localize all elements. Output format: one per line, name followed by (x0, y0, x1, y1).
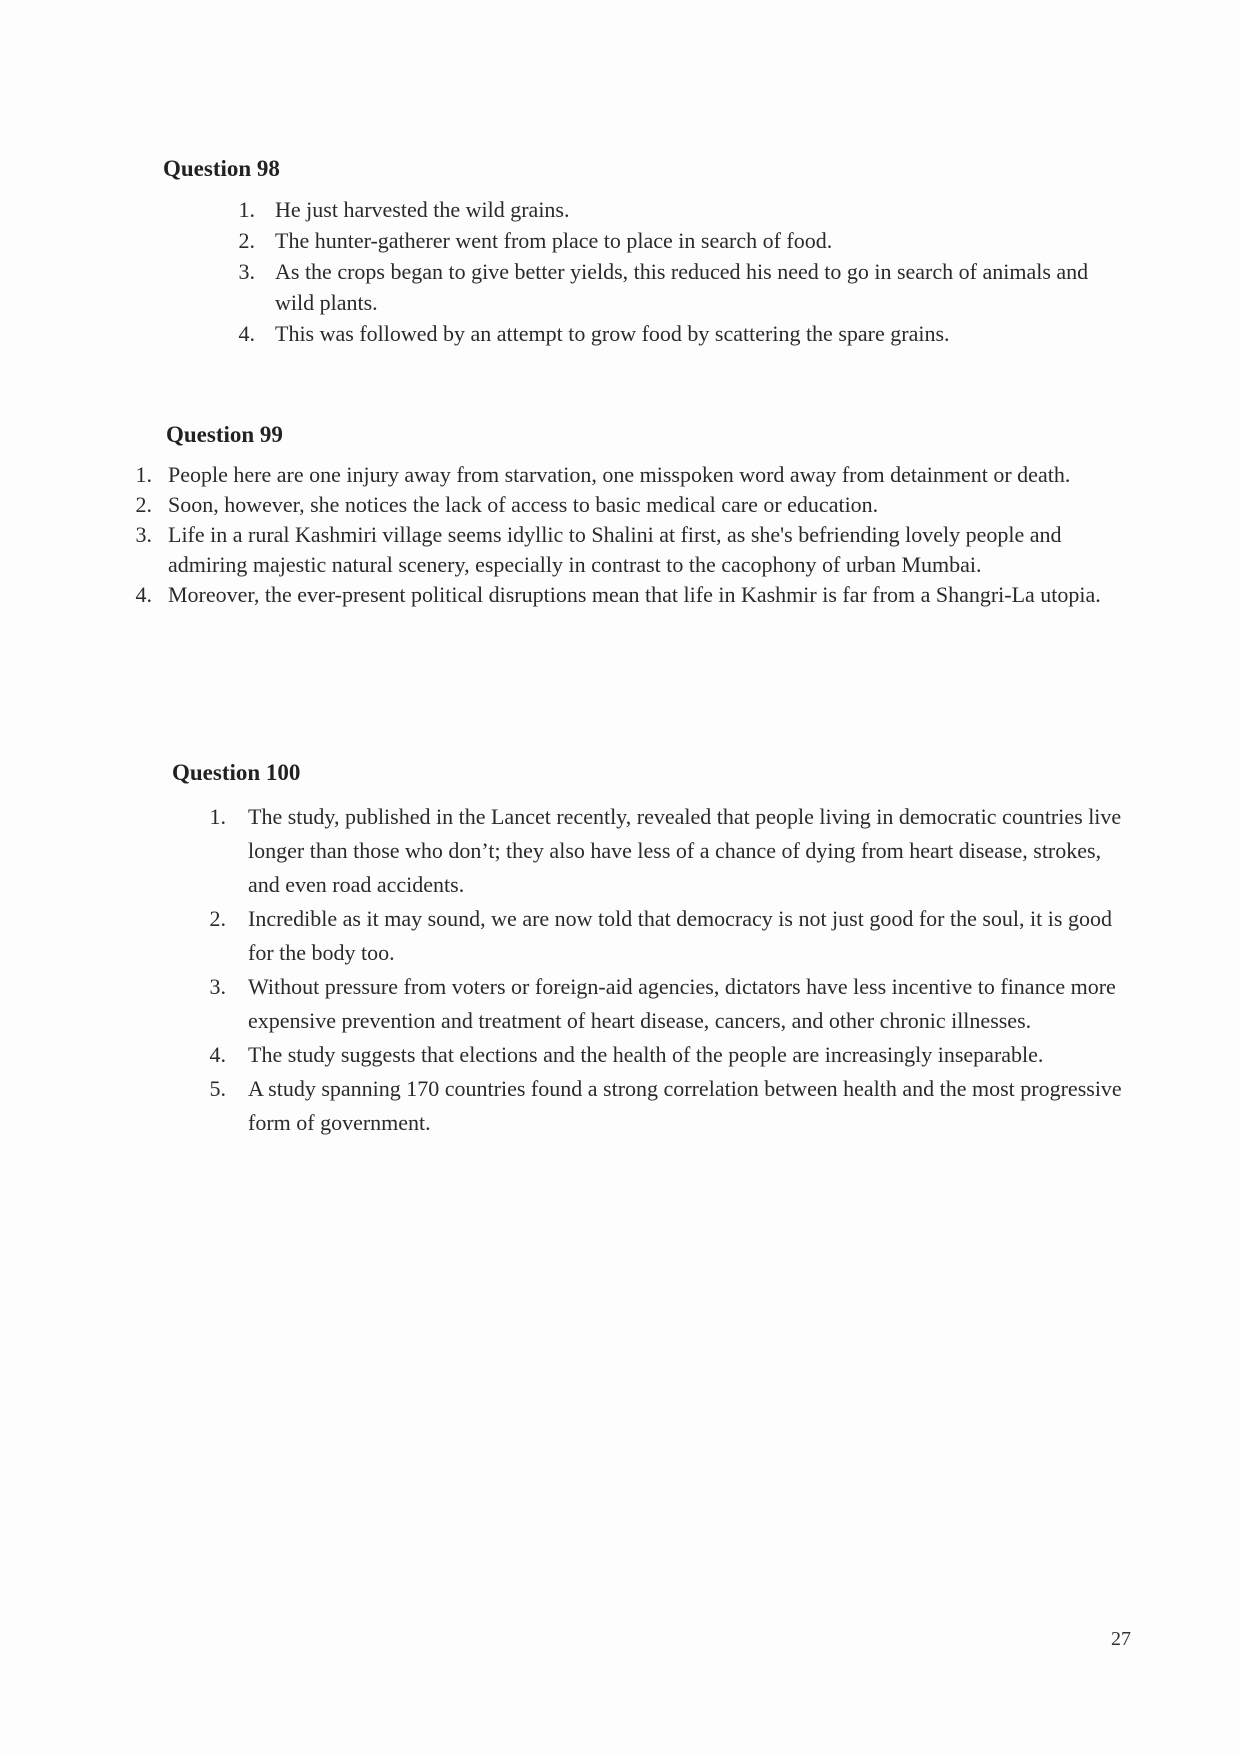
list-item (163, 225, 1123, 256)
question-100 (172, 760, 1132, 1140)
item-number: 1. (209, 804, 226, 829)
page-number: 27 (1111, 1628, 1131, 1650)
item-text: The study, published in the Lancet recently, revealed that people living in democratic countries live longer than those who don’t; they also have less of a chance of dying from heart disease, strokes, and even road accidents. (248, 804, 1122, 897)
list-item (172, 970, 1132, 1038)
list-item (163, 194, 1123, 225)
list-item (120, 490, 1130, 520)
item-text: Moreover, the ever-present political disruptions mean that life in Kashmir is far from a Shangri-La utopia. (168, 582, 1101, 607)
item-number: 3. (238, 259, 255, 284)
item-text: The hunter-gatherer went from place to place in search of food. (275, 228, 833, 253)
question-99 (120, 422, 1130, 610)
list-item (172, 1072, 1132, 1140)
item-number: 2. (238, 228, 255, 253)
item-text: As the crops began to give better yields, this reduced his need to go in search of animals and wild plants. (275, 259, 1089, 315)
sentence-list (172, 800, 1132, 1140)
item-text: Without pressure from voters or foreign-aid agencies, dictators have less incentive to finance more expensive prevention and treatment of heart disease, cancers, and other chronic illnesses. (248, 974, 1116, 1033)
list-item (172, 1038, 1132, 1072)
item-number: 2. (135, 492, 152, 517)
question-title: Question 99 (166, 422, 283, 447)
item-text: The study suggests that elections and the health of the people are increasingly inseparable. (248, 1042, 1044, 1067)
item-text: This was followed by an attempt to grow food by scattering the spare grains. (275, 321, 950, 346)
item-text: Soon, however, she notices the lack of access to basic medical care or education. (168, 492, 879, 517)
item-number: 4. (135, 582, 152, 607)
item-text: He just harvested the wild grains. (275, 197, 570, 222)
item-text: Incredible as it may sound, we are now told that democracy is not just good for the soul, it is good for the body too. (248, 906, 1112, 965)
sentence-list (163, 194, 1123, 349)
list-item (163, 318, 1123, 349)
sentence-list (120, 460, 1130, 610)
list-item (172, 902, 1132, 970)
item-number: 4. (209, 1042, 226, 1067)
item-number: 2. (209, 906, 226, 931)
list-item (120, 580, 1130, 610)
list-item (120, 460, 1130, 490)
item-number: 4. (238, 321, 255, 346)
item-text: A study spanning 170 countries found a strong correlation between health and the most progressive form of government. (248, 1076, 1122, 1135)
item-number: 1. (135, 462, 152, 487)
item-number: 3. (209, 974, 226, 999)
item-number: 1. (238, 197, 255, 222)
list-item (172, 800, 1132, 902)
question-title: Question 100 (172, 760, 301, 785)
item-number: 3. (135, 522, 152, 547)
question-98 (163, 156, 1123, 349)
item-text: Life in a rural Kashmiri village seems idyllic to Shalini at first, as she's befriending lovely people and admiring majestic natural scenery, especially in contrast to the cacophony of urban Mumbai. (168, 522, 1062, 577)
item-number: 5. (209, 1076, 226, 1101)
question-title: Question 98 (163, 156, 280, 181)
list-item (120, 520, 1130, 580)
item-text: People here are one injury away from starvation, one misspoken word away from detainment or death. (168, 462, 1071, 487)
list-item (163, 256, 1123, 318)
